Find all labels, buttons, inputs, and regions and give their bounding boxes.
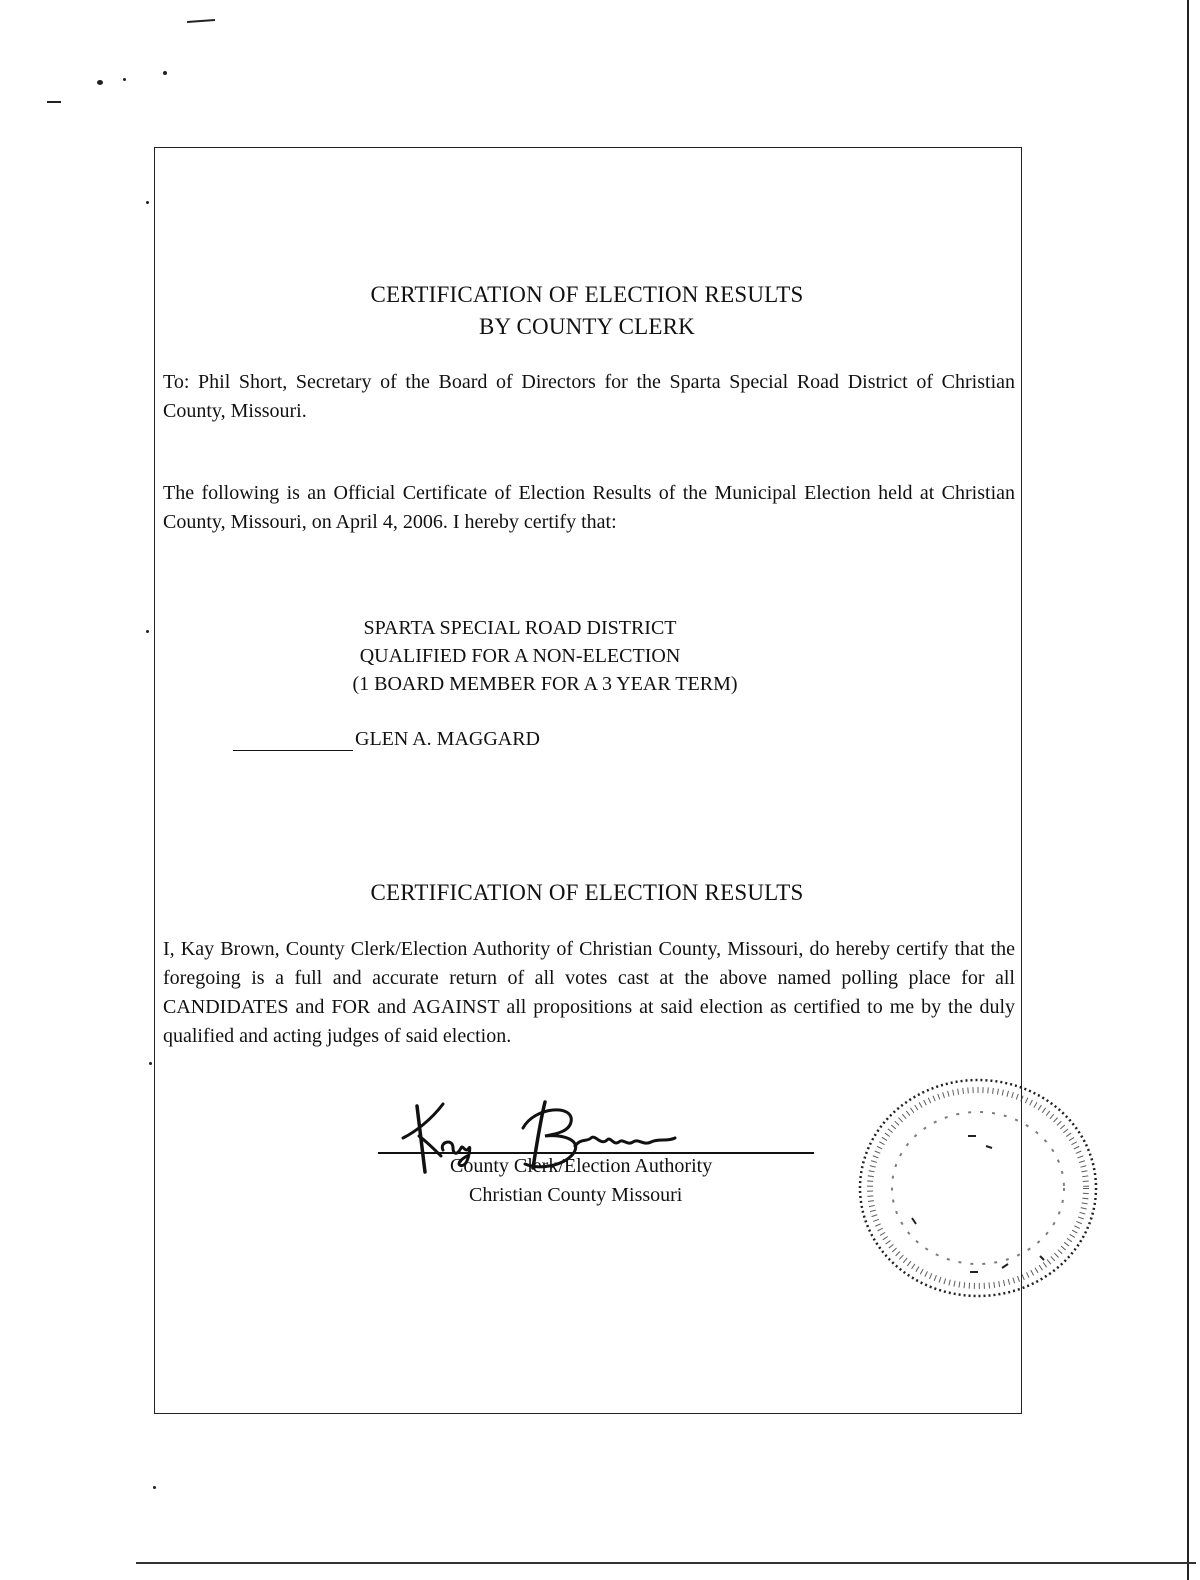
scan-speck xyxy=(153,1486,156,1489)
scan-speck xyxy=(47,101,61,103)
candidate-name: GLEN A. MAGGARD xyxy=(355,728,540,750)
district-status: QUALIFIED FOR A NON-ELECTION xyxy=(359,645,681,667)
signer-county: Christian County Missouri xyxy=(469,1184,683,1206)
county-seal-stamp xyxy=(840,1058,1110,1308)
scan-speck xyxy=(97,80,103,85)
candidate-entry xyxy=(233,728,540,751)
scan-edge-bottom xyxy=(136,1562,1196,1564)
certificate-title: CERTIFICATION OF ELECTION RESULTS xyxy=(370,282,804,307)
scan-speck xyxy=(146,201,149,204)
district-term: (1 BOARD MEMBER FOR A 3 YEAR TERM) xyxy=(352,673,738,695)
district-name: SPARTA SPECIAL ROAD DISTRICT xyxy=(363,617,677,639)
scan-speck xyxy=(187,19,215,22)
certificate-subtitle: BY COUNTY CLERK xyxy=(479,314,695,339)
scan-speck xyxy=(163,71,167,75)
scan-speck xyxy=(149,1062,152,1065)
addressee-paragraph: To: Phil Short, Secretary of the Board of Directors for the Sparta Special Road District of Christian County, Missouri. xyxy=(163,371,1015,422)
signer-role: County Clerk/Election Authority xyxy=(450,1155,713,1177)
handwritten-signature xyxy=(395,1098,695,1178)
candidate-blank-line xyxy=(233,728,353,751)
scan-speck xyxy=(146,630,149,633)
certification-paragraph: I, Kay Brown, County Clerk/Election Authority of Christian County, Missouri, do hereby certify that the foregoing is a full and accurate return of all votes cast at the above named polling place for all CANDIDATES and FOR and AGAINST all propositions at said election as certified to me by the duly qualified and acting judges of said election. xyxy=(163,938,1015,1047)
certification-heading: CERTIFICATION OF ELECTION RESULTS xyxy=(370,880,804,905)
scan-edge-right xyxy=(1187,0,1189,1580)
scan-speck xyxy=(123,78,126,81)
intro-paragraph: The following is an Official Certificate of Election Results of the Municipal Election held at Christian County, Missouri, on April 4, 2006. I hereby certify that: xyxy=(163,482,1015,533)
